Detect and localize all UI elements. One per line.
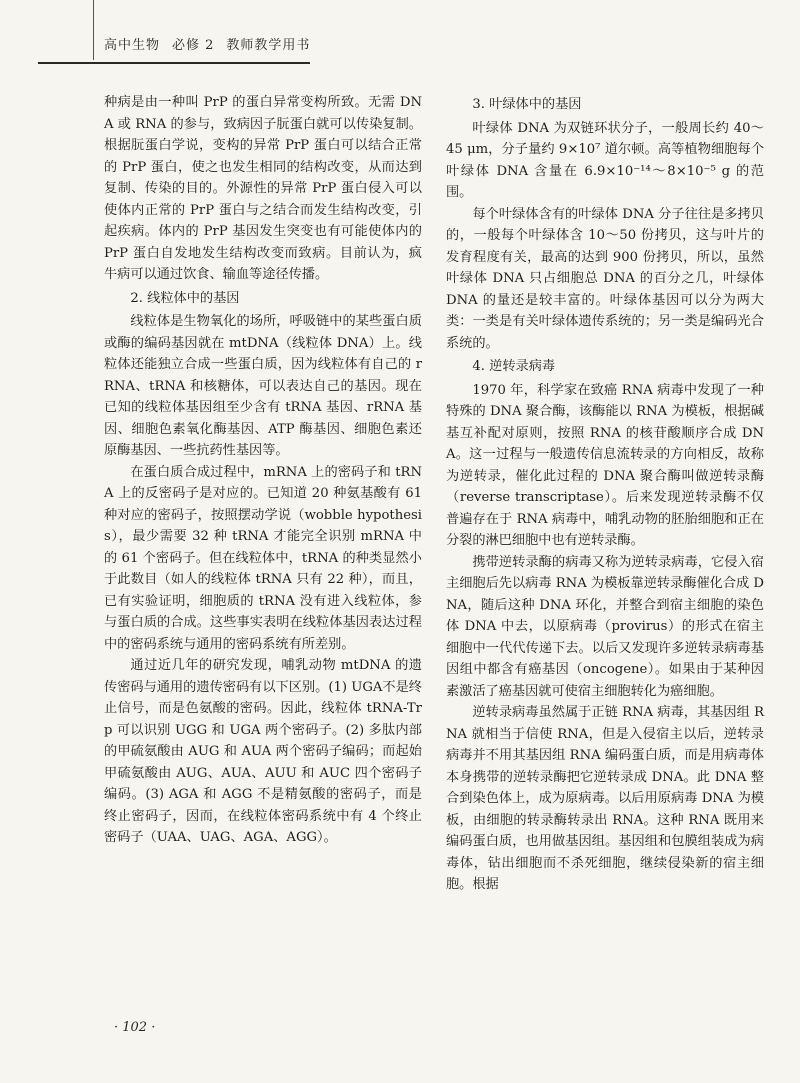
- paragraph: 1970 年，科学家在致癌 RNA 病毒中发现了一种特殊的 DNA 聚合酶，该酶能以 RNA 为模板，根据碱基互补配对原则，按照 RNA 的核苷酸顺序合成 DNA。这一过程与一般遗传信息流转录的方向相反，故称为逆转录，催化此过程的 DNA 聚合酶叫做逆转录酶（reverse transcriptase）。后来发现逆转录酶不仅普遍存在于 RNA 病毒中，哺乳动物的胚胎细胞和正在分裂的淋巴细胞中也有逆转录酶。: [446, 382, 764, 548]
- paragraph: 逆转录病毒虽然属于正链 RNA 病毒，其基因组 RNA 就相当于信使 RNA，但是入侵宿主以后，逆转录病毒并不用其基因组 RNA 编码蛋白质，而是用病毒体本身携带的逆转录酶把它逆转录成 DNA。此 DNA 整合到染色体上，成为原病毒。以后用原病毒 DNA 为模板，由细胞的转录酶转录出 RNA。这种 RNA 既用来编码蛋白质，也用做基因组。基因组和包膜组装成为病毒体，钻出细胞而不杀死细胞，继续侵染新的宿主细胞。根据: [446, 705, 764, 892]
- paragraph: 线粒体是生物氧化的场所，呼吸链中的某些蛋白质或酶的编码基因就在 mtDNA（线粒体 DNA）上。线粒体还能独立合成一些蛋白质，因为线粒体有自己的 rRNA、tRNA 和核糖体，可以表达自己的基因。现在已知的线粒体基因组至少含有 tRNA 基因、rRNA 基因、细胞色素氧化酶基因、ATP 酶基因、细胞色素还原酶基因、一些抗药性基因等。: [104, 314, 422, 458]
- running-header: [104, 34, 310, 53]
- section-heading: 3. 叶绿体中的基因: [472, 97, 582, 112]
- right-column: [446, 92, 764, 896]
- paragraph: 在蛋白质合成过程中，mRNA 上的密码子和 tRNA 上的反密码子是对应的。已知道 20 种氨基酸有 61 种对应的密码子，按照摆动学说（wobble hypothesis），最少需要 32 种 tRNA 才能完全识别 mRNA 中的 61 个密码子。但在线粒体中，tRNA 的种类显然小于此数目（如人的线粒体 tRNA 只有 22 种），而且，已有实验证明，细胞质的 tRNA 没有进入线粒体，参与蛋白质的合成。这些事实表明在线粒体基因表达过程中的密码系统与通用的密码系统有所差别。: [104, 464, 422, 652]
- section-heading: 2. 线粒体中的基因: [130, 290, 240, 306]
- paragraph: 种病是由一种叫 PrP 的蛋白异常变构所致。无需 DNA 或 RNA 的参与，致病因子朊蛋白就可以传染复制。根据朊蛋白学说，变构的异常 PrP 蛋白可以结合正常的 PrP 蛋白，使之也发生相同的结构改变，从而达到复制、传染的目的。外源性的异常 PrP 蛋白侵入可以使体内正常的 PrP 蛋白与之结合而发生结构改变，引起疾病。体内的 PrP 基因发生突变也有可能使体内的 PrP 蛋白自发地发生结构改变而致病。目前认为，疯牛病可以通过饮食、输血等途径传播。: [104, 95, 422, 282]
- paragraph: 通过近几年的研究发现，哺乳动物 mtDNA 的遗传密码与通用的遗传密码有以下区别。(1) UGA不是终止信号，而是色氨酸的密码。因此，线粒体 tRNA-Trp 可以识别 UGG 和 UGA 两个密码子。(2) 多肽内部的甲硫氨酸由 AUG 和 AUA 两个密码子编码；而起始甲硫氨酸由 AUG、AUA、AUU 和 AUC 四个密码子编码。(3) AGA 和 AGG 不是精氨酸的密码子，而是终止密码子，因而，在线粒体密码系统中有 4 个终止密码子（UAA、UAG、AGA、AGG）。: [104, 658, 422, 845]
- header-volume: 必修 2: [172, 38, 215, 53]
- paragraph: 叶绿体 DNA 为双链环状分子，一般周长约 40～45 μm，分子量约 9×10⁷ 道尔顿。高等植物细胞每个叶绿体 DNA 含量在 6.9×10⁻¹⁴～8×10⁻⁵ g 的范围。: [446, 120, 764, 200]
- header-rule: [38, 62, 310, 64]
- left-column: [104, 92, 422, 849]
- paragraph: 每个叶绿体含有的叶绿体 DNA 分子往往是多拷贝的，一般每个叶绿体含 10～50 份拷贝，这与叶片的发育程度有关，最高的达到 900 份拷贝，所以，虽然叶绿体 DNA 只占细胞总 DNA 的百分之几，叶绿体 DNA 的量还是较丰富的。叶绿体基因可以分为两大类：一类是有关叶绿体遗传系统的；另一类是编码光合系统的。: [446, 206, 764, 351]
- margin-rule: [93, 0, 94, 60]
- header-book-title: 高中生物: [104, 38, 161, 53]
- page-number: · 102 ·: [114, 1020, 156, 1035]
- header-subtitle: 教师教学用书: [226, 38, 311, 53]
- section-heading: 4. 逆转录病毒: [472, 359, 556, 374]
- paragraph: 携带逆转录酶的病毒又称为逆转录病毒，它侵入宿主细胞后先以病毒 RNA 为模板靠逆转录酶催化合成 DNA，随后这种 DNA 环化，并整合到宿主细胞的染色体 DNA 中去，以原病毒（provirus）的形式在宿主细胞中一代代传递下去。以后又发现许多逆转录病毒基因组中都含有癌基因（oncogene）。如果由于某种因素激活了癌基因就可使宿主细胞转化为癌细胞。: [446, 554, 764, 699]
